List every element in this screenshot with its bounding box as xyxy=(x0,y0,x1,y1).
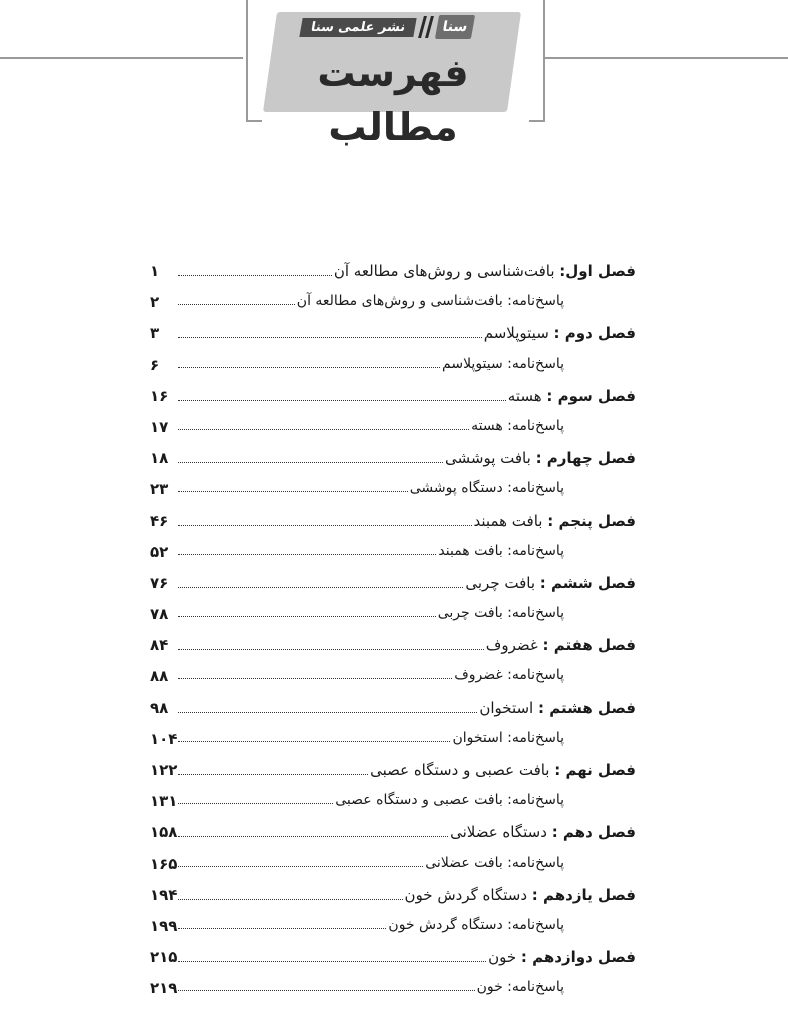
toc-chapter-row[interactable] xyxy=(150,633,636,664)
toc-entry-title xyxy=(486,636,636,654)
toc-entry-title xyxy=(410,480,564,496)
toc-entry-title xyxy=(452,730,564,746)
page-number: ۱۹۹ xyxy=(150,916,178,935)
page-number: ۲۱۵ xyxy=(150,948,178,967)
entry-title-text: پاسخ‌نامه: بافت همبند xyxy=(438,542,564,559)
toc-entry-title xyxy=(405,886,636,904)
toc-answer-row[interactable] xyxy=(150,353,636,384)
toc-chapter-row[interactable] xyxy=(150,820,636,851)
toc-entry-title xyxy=(438,543,564,559)
page-number: ۲۳ xyxy=(150,480,169,499)
page-number: ۷۶ xyxy=(150,573,169,592)
toc-answer-row[interactable] xyxy=(150,415,636,446)
page-number: ۸۸ xyxy=(150,667,169,686)
entry-title-text: هسته xyxy=(507,386,542,405)
dot-leader xyxy=(178,928,386,929)
entry-title-text: بافت‌شناسی و روش‌های مطالعه آن xyxy=(333,262,555,280)
toc-entry-title xyxy=(454,667,564,683)
entry-title-text: استخوان xyxy=(479,698,534,717)
toc-answer-row[interactable] xyxy=(150,789,636,820)
publisher-slash-icon xyxy=(418,16,434,38)
toc-chapter-row[interactable] xyxy=(150,321,636,352)
entry-title-text: پاسخ‌نامه: بافت چربی xyxy=(437,605,564,622)
toc-entry-title xyxy=(334,262,636,280)
dot-leader xyxy=(178,803,333,804)
dot-leader xyxy=(178,491,408,492)
dot-leader xyxy=(178,678,452,679)
entry-title-text: بافت چربی xyxy=(465,573,535,592)
header-rule-right xyxy=(545,57,788,59)
toc-chapter-row[interactable] xyxy=(150,259,636,290)
page-number: ۱۹۴ xyxy=(150,885,178,904)
page-number: ۱۳۱ xyxy=(150,792,178,811)
dot-leader xyxy=(178,616,436,617)
chapter-number: فصل چهارم : xyxy=(535,449,636,468)
toc-entry-title xyxy=(477,979,564,995)
toc-chapter-row[interactable] xyxy=(150,758,636,789)
dot-leader xyxy=(178,337,482,338)
page-number: ۲ xyxy=(150,293,160,312)
table-of-contents xyxy=(150,259,636,1008)
chapter-number: فصل اول: xyxy=(559,262,636,280)
toc-entry-title xyxy=(445,449,636,467)
toc-entry-title xyxy=(479,699,636,717)
entry-title-text: پاسخ‌نامه: بافت‌شناسی و روش‌های مطالعه آن xyxy=(296,293,564,310)
entry-title-text: بافت پوششی xyxy=(445,449,531,468)
header-bracket-right xyxy=(529,0,545,122)
dot-leader xyxy=(178,400,506,401)
entry-title-text: پاسخ‌نامه: سیتوپلاسم xyxy=(442,355,564,372)
toc-entry-title xyxy=(388,917,564,933)
toc-answer-row[interactable] xyxy=(150,664,636,695)
chapter-number: فصل دوازدهم : xyxy=(520,948,636,967)
toc-answer-row[interactable] xyxy=(150,477,636,508)
toc-entry-title xyxy=(488,948,636,966)
entry-title-text: پاسخ‌نامه: غضروف xyxy=(454,667,564,684)
entry-title-text: دستگاه عضلانی xyxy=(450,823,547,842)
page-number: ۱۶۵ xyxy=(150,854,178,873)
chapter-number: فصل یازدهم : xyxy=(531,885,636,904)
toc-entry-title xyxy=(297,293,564,309)
entry-title-text: خون xyxy=(488,948,517,967)
header-bracket-left xyxy=(246,0,262,122)
page-number: ۳ xyxy=(150,324,160,343)
entry-title-text: بافت همبند xyxy=(473,511,543,530)
dot-leader xyxy=(178,649,484,650)
page-number: ۱۸ xyxy=(150,449,169,468)
toc-chapter-row[interactable] xyxy=(150,446,636,477)
dot-leader xyxy=(178,462,443,463)
toc-entry-title xyxy=(442,356,564,372)
toc-entry-title xyxy=(335,792,564,808)
entry-title-text: پاسخ‌نامه: خون xyxy=(476,979,564,996)
page-number: ۱۷ xyxy=(150,417,169,436)
toc-entry-title xyxy=(438,605,564,621)
publisher-badge xyxy=(293,14,473,40)
toc-chapter-row[interactable] xyxy=(150,945,636,976)
toc-answer-row[interactable] xyxy=(150,727,636,758)
dot-leader xyxy=(178,587,463,588)
dot-leader xyxy=(178,774,368,775)
header-rule-left xyxy=(0,57,243,59)
dot-leader xyxy=(178,990,475,991)
page-number: ۵۲ xyxy=(150,542,169,561)
entry-title-text: پاسخ‌نامه: بافت عضلانی xyxy=(425,854,564,871)
toc-answer-row[interactable] xyxy=(150,540,636,571)
toc-answer-row[interactable] xyxy=(150,976,636,1007)
entry-title-text: پاسخ‌نامه: هسته xyxy=(471,417,564,434)
entry-title-text: پاسخ‌نامه: بافت عصبی و دستگاه عصبی xyxy=(335,792,564,809)
toc-entry-title xyxy=(450,823,636,841)
dot-leader xyxy=(178,554,436,555)
page-number: ۷۸ xyxy=(150,605,169,624)
toc-answer-row[interactable] xyxy=(150,290,636,321)
toc-chapter-row[interactable] xyxy=(150,571,636,602)
chapter-number: فصل دهم : xyxy=(551,823,636,842)
chapter-number: فصل پنجم : xyxy=(547,511,636,530)
page-number: ۱ xyxy=(150,262,160,280)
entry-title-text: پاسخ‌نامه: دستگاه گردش خون xyxy=(388,916,564,933)
entry-title-text: سیتوپلاسم xyxy=(483,324,549,343)
entry-title-text: پاسخ‌نامه: دستگاه پوششی xyxy=(409,480,564,497)
dot-leader xyxy=(178,367,440,368)
toc-chapter-row[interactable] xyxy=(150,384,636,415)
toc-answer-row[interactable] xyxy=(150,914,636,945)
chapter-number: فصل هشتم : xyxy=(538,698,636,717)
toc-chapter-row[interactable] xyxy=(150,509,636,540)
chapter-number: فصل سوم : xyxy=(546,386,636,405)
dot-leader xyxy=(178,304,295,305)
dot-leader xyxy=(178,275,332,276)
dot-leader xyxy=(178,899,403,900)
entry-title-text: دستگاه گردش خون xyxy=(404,885,528,904)
toc-entry-title xyxy=(471,418,564,434)
page-number: ۴۶ xyxy=(150,511,169,530)
chapter-number: فصل دوم : xyxy=(553,324,636,343)
toc-answer-row[interactable] xyxy=(150,602,636,633)
page-number: ۱۶ xyxy=(150,386,169,405)
page-number: ۱۲۲ xyxy=(150,761,178,779)
page-title: فهرست مطالب xyxy=(317,51,469,149)
toc-entry-title xyxy=(465,574,636,592)
page-number: ۱۰۴ xyxy=(150,729,178,748)
page-number: ۱۵۸ xyxy=(150,823,178,842)
dot-leader xyxy=(178,712,477,713)
toc-entry-title xyxy=(484,324,636,342)
dot-leader xyxy=(178,525,472,526)
toc-entry-title xyxy=(370,761,636,779)
dot-leader xyxy=(178,429,469,430)
page-number: ۹۸ xyxy=(150,698,169,717)
toc-chapter-row[interactable] xyxy=(150,883,636,914)
dot-leader xyxy=(178,866,423,867)
toc-answer-row[interactable] xyxy=(150,852,636,883)
toc-entry-title xyxy=(425,855,564,871)
chapter-number: فصل ششم : xyxy=(539,573,636,592)
entry-title-text: بافت عصبی و دستگاه عصبی xyxy=(370,761,550,779)
chapter-number: فصل هفتم : xyxy=(542,636,636,655)
dot-leader xyxy=(178,836,448,837)
toc-entry-title xyxy=(508,387,636,405)
toc-chapter-row[interactable] xyxy=(150,696,636,727)
chapter-number: فصل نهم : xyxy=(554,761,636,779)
toc-entry-title xyxy=(474,512,636,530)
publisher-logo: سنا xyxy=(435,15,475,39)
dot-leader xyxy=(178,741,450,742)
publisher-name: نشر علمی سنا xyxy=(299,18,417,37)
entry-title-text: پاسخ‌نامه: استخوان xyxy=(452,729,564,746)
dot-leader xyxy=(178,961,486,962)
page-number: ۶ xyxy=(150,355,160,374)
entry-title-text: غضروف xyxy=(485,636,538,655)
page-number: ۲۱۹ xyxy=(150,979,178,998)
page-number: ۸۴ xyxy=(150,636,169,655)
